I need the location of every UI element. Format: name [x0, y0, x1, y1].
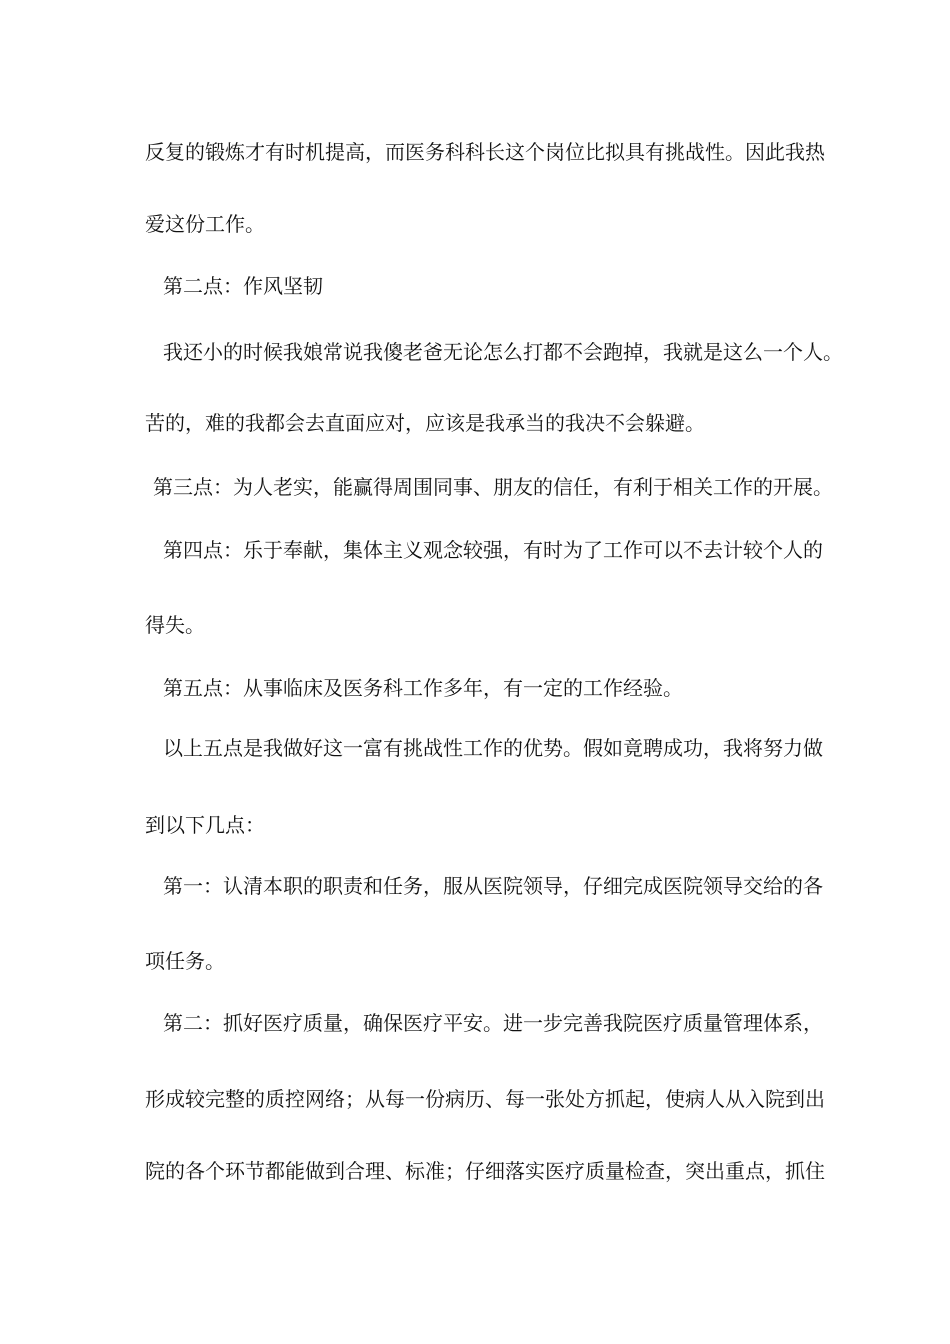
text-line: 第四点：乐于奉献，集体主义观念较强，有时为了工作可以不去计较个人的 — [163, 538, 823, 562]
text-line: 得失。 — [145, 613, 205, 637]
text-line: 项任务。 — [145, 949, 225, 973]
text-line: 第一：认清本职的职责和任务，服从医院领导，仔细完成医院领导交给的各 — [163, 874, 823, 898]
text-line: 我还小的时候我娘常说我傻老爸无论怎么打都不会跑掉，我就是这么一个人。 — [163, 340, 843, 364]
text-line: 到以下几点： — [145, 813, 265, 837]
text-line: 反复的锻炼才有时机提高，而医务科科长这个岗位比拟具有挑战性。因此我热 — [145, 140, 825, 164]
text-line: 第二：抓好医疗质量，确保医疗平安。进一步完善我院医疗质量管理体系， — [163, 1011, 823, 1035]
text-line: 第二点：作风坚韧 — [163, 274, 323, 298]
text-line: 爱这份工作。 — [145, 212, 265, 236]
text-line: 苦的，难的我都会去直面应对，应该是我承当的我决不会躲避。 — [145, 411, 705, 435]
text-line: 以上五点是我做好这一富有挑战性工作的优势。假如竟聘成功，我将努力做 — [163, 736, 823, 760]
text-line: 第五点：从事临床及医务科工作多年，有一定的工作经验。 — [163, 676, 683, 700]
text-line: 院的各个环节都能做到合理、标准；仔细落实医疗质量检查，突出重点，抓住 — [145, 1159, 825, 1183]
text-line: 形成较完整的质控网络；从每一份病历、每一张处方抓起，使病人从入院到出 — [145, 1087, 825, 1111]
text-line: 第三点：为人老实，能赢得周围同事、朋友的信任，有利于相关工作的开展。 — [153, 475, 833, 499]
